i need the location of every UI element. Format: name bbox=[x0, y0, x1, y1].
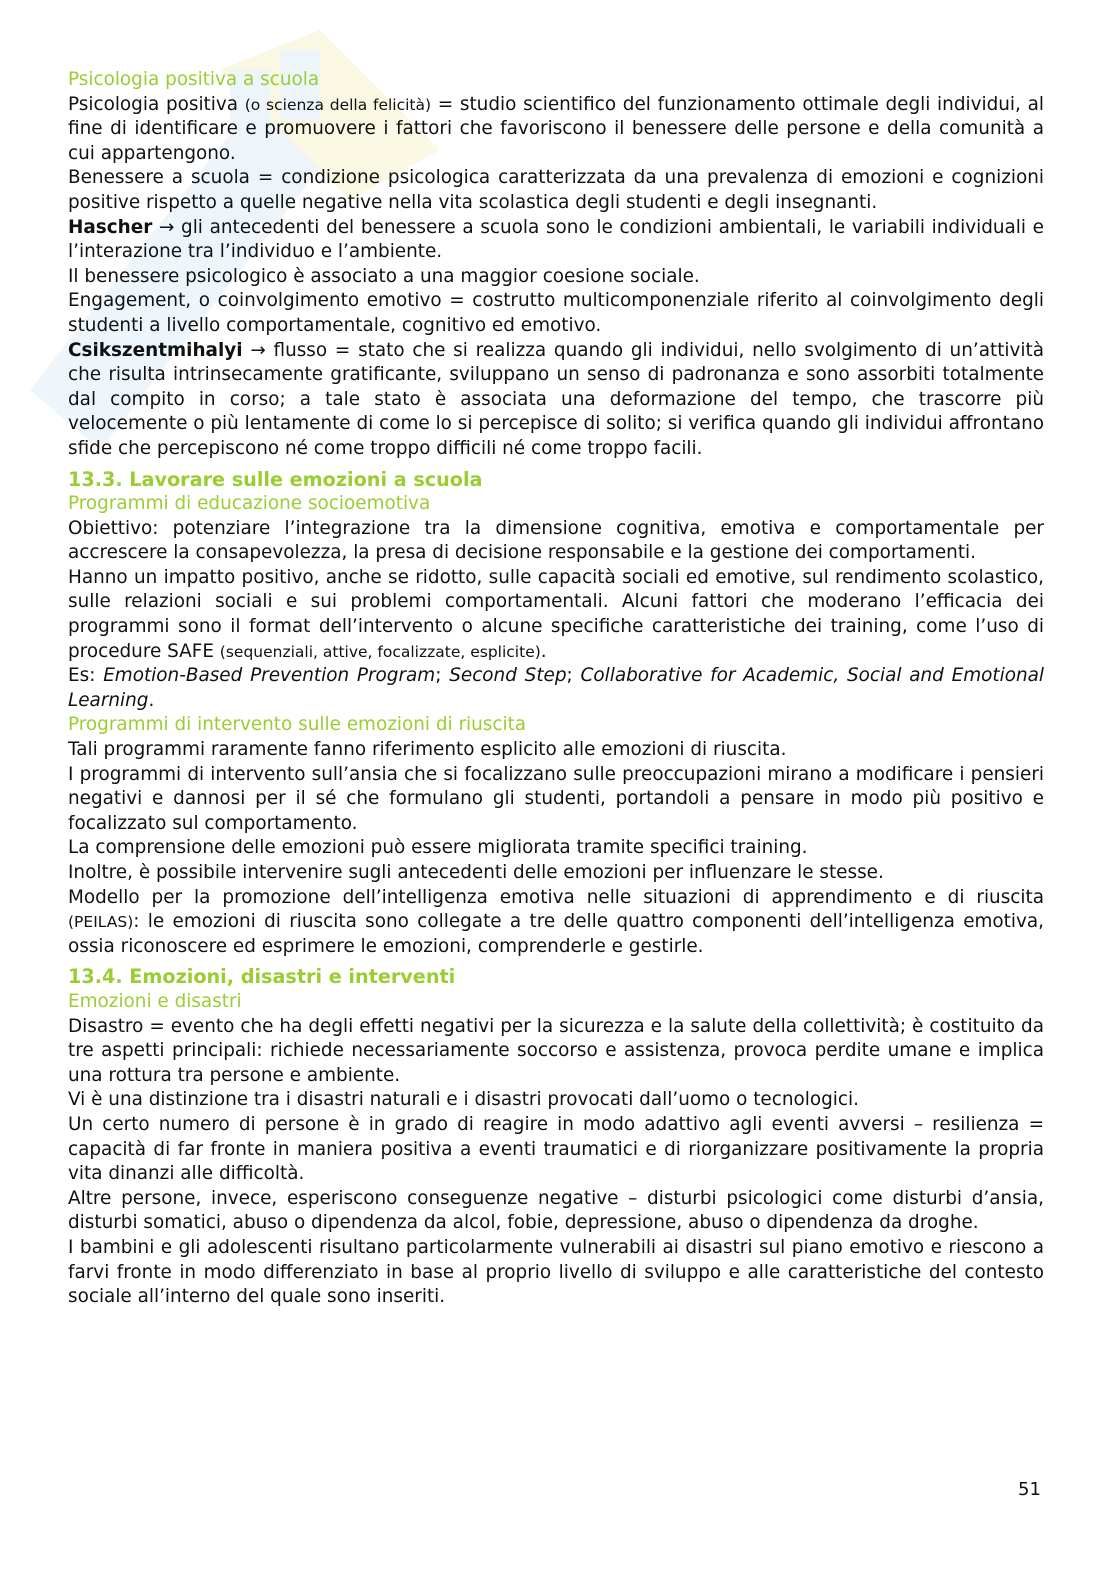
paragraph: Engagement, o coinvolgimento emotivo = costrutto multicomponenziale riferito al coinvolgimento degli studenti a livello comportamentale, cognitivo ed emotivo. bbox=[68, 290, 1044, 336]
paragraph: Il benessere psicologico è associato a una maggior coesione sociale. bbox=[68, 265, 700, 287]
section-heading-13-3: 13.3. Lavorare sulle emozioni a scuola bbox=[68, 467, 483, 491]
paragraph: La comprensione delle emozioni può essere migliorata tramite specifici training. bbox=[68, 837, 808, 859]
paragraph: Psicologia positiva (o scienza della felicità) = studio scientifico del funzionamento ottimale degli individui, al fine di identificare e promuovere i fattori che favoriscono il benessere delle persone e della comunità a cui appartengono. bbox=[68, 93, 1044, 164]
paragraph: Un certo numero di persone è in grado di reagire in modo adattivo agli eventi avversi – resilienza = capacità di far fronte in maniera positiva a eventi traumatici e di riorganizzare positivamente la propria vita dinanzi alle difficoltà. bbox=[68, 1113, 1044, 1185]
page-number: 51 bbox=[1018, 1479, 1041, 1500]
paragraph: Vi è una distinzione tra i disastri naturali e i disastri provocati dall’uomo o tecnologici. bbox=[68, 1089, 859, 1111]
paragraph: Hascher → gli antecedenti del benessere a scuola sono le condizioni ambientali, le variabili individuali e l’interazione tra l’individuo e l’ambiente. bbox=[68, 216, 1044, 263]
paragraph: Benessere a scuola = condizione psicologica caratterizzata da una prevalenza di emozioni e cognizioni positive rispetto a quelle negative nella vita scolastica degli studenti e degli insegnanti. bbox=[68, 167, 1044, 213]
paragraph: I programmi di intervento sull’ansia che si focalizzano sulle preoccupazioni mirano a modificare i pensieri negativi e dannosi per il sé che formulano gli studenti, portandoli a pensare in modo più positivo e focalizzato sul comportamento. bbox=[68, 763, 1044, 834]
paragraph: Altre persone, invece, esperiscono conseguenze negative – disturbi psicologici come disturbi d’ansia, disturbi somatici, abuso o dipendenza da alcol, fobie, depressione, abuso o dipendenza da droghe. bbox=[68, 1187, 1044, 1234]
paragraph: Disastro = evento che ha degli effetti negativi per la sicurezza e la salute della collettività; è costituito da tre aspetti principali: richiede necessariamente soccorso e assistenza, provoca perdite umane e implica una rottura tra persone e ambiente. bbox=[68, 1015, 1044, 1086]
paragraph: I bambini e gli adolescenti risultano particolarmente vulnerabili ai disastri sul piano emotivo e riescono a farvi fronte in modo differenziato in base al proprio livello di sviluppo e alle caratteristiche del contesto sociale all’interno del quale sono inseriti. bbox=[68, 1236, 1044, 1308]
paragraph: Inoltre, è possibile intervenire sugli antecedenti delle emozioni per influenzare le stesse. bbox=[68, 862, 884, 883]
subheading-riuscita: Programmi di intervento sulle emozioni di riuscita bbox=[68, 714, 527, 736]
paragraph: Modello per la promozione dell’intelligenza emotiva nelle situazioni di apprendimento e di riuscita (PEILAS): le emozioni di riuscita sono collegate a tre delle quattro componenti dell’intelligenza emotiva, ossia riconoscere ed esprimere le emozioni, comprenderle e gestirle. bbox=[68, 886, 1044, 957]
paragraph: Obiettivo: potenziare l’integrazione tra la dimensione cognitiva, emotiva e comportamentale per accrescere la consapevolezza, la presa di decisione responsabile e la gestione dei comportamenti. bbox=[68, 517, 1044, 564]
paragraph: Tali programmi raramente fanno riferimento esplicito alle emozioni di riuscita. bbox=[68, 739, 787, 761]
document-page bbox=[68, 68, 1044, 1310]
subheading-disastri: Emozioni e disastri bbox=[68, 990, 242, 1012]
paragraph: Hanno un impatto positivo, anche se ridotto, sulle capacità sociali ed emotive, sul rendimento scolastico, sulle relazioni sociali e sui problemi comportamentali. Alcuni fattori che moderano l’efficacia dei programmi sono il format dell’intervento o alcune specifiche caratteristiche dei training, come l’uso di procedure SAFE (sequenziali, attive, focalizzate, esplicite). bbox=[68, 566, 1044, 662]
paragraph: Es: Emotion-Based Prevention Program; Second Step; Collaborative for Academic, Social and Emotional Learning. bbox=[68, 665, 1045, 711]
heading-psicologia-positiva: Psicologia positiva a scuola bbox=[68, 69, 320, 90]
section-heading-13-4: 13.4. Emozioni, disastri e interventi bbox=[68, 965, 456, 989]
subheading-programmi: Programmi di educazione socioemotiva bbox=[68, 493, 431, 515]
paragraph: Csikszentmihalyi → flusso = stato che si realizza quando gli individui, nello svolgimento di un’attività che risulta intrinsecamente gratificante, sviluppano un senso di padronanza e sono assorbiti totalmente dal compito in corso; a tale stato è associata una deformazione del tempo, che trascorre più velocemente o più lentamente di come lo si percepisce di solito; si verifica quando gli individui affrontano sfide che percepiscono né come troppo difficili né come troppo facili. bbox=[68, 339, 1044, 459]
